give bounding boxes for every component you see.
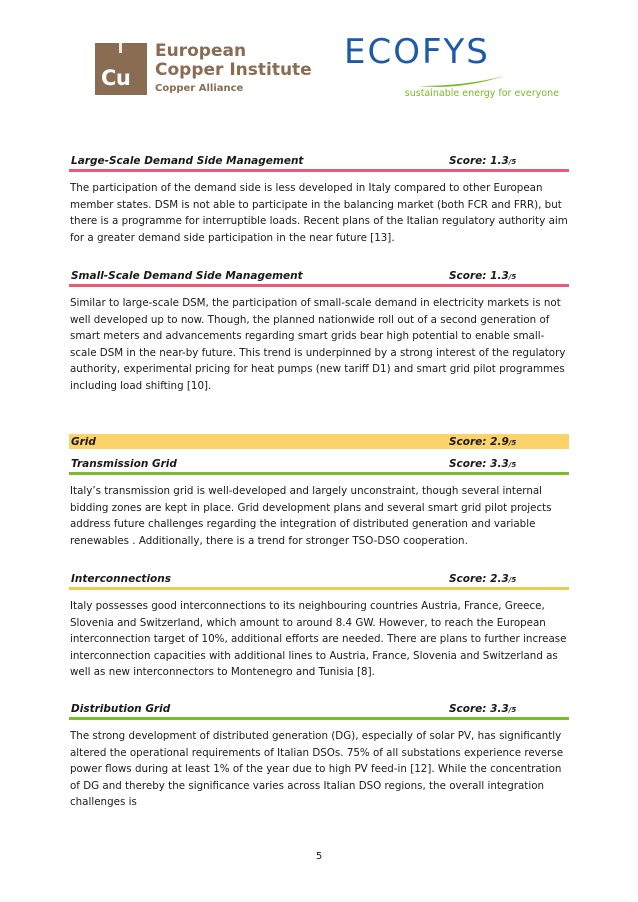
section-title: Distribution Grid: [71, 702, 171, 715]
section-header-grid: [69, 434, 569, 449]
section-paragraph: Similar to large-scale DSM, the participation of small-scale demand in electricity markets is not well developed up to now. Though, the planned nationwide roll out of a second generation of smart meters and advancements regarding smart grids bear high potential to enable small-scale DSM in the near-by future. This trend is underpinned by a strong interest of the regulatory authority, experimental pricing for heat pumps (new tariff D1) and smart grid pilot programmes including load shifting [10].: [70, 297, 566, 392]
section-title: Small-Scale Demand Side Management: [71, 269, 303, 282]
section-score: Score: 3.3/5: [449, 702, 517, 715]
section-interconnections: [69, 570, 569, 681]
section-paragraph: The strong development of distributed generation (DG), especially of solar PV, has significantly altered the operational requirements of Italian DSOs. 75% of all substations experience reverse power flows during at least 1% of the year due to high PV feed-in [12]. While the concentration of DG and thereby the significance varies across Italian DSO regions, the overall integration challenges is: [70, 730, 564, 809]
section-header: [69, 700, 569, 720]
section-header: [69, 152, 569, 172]
section-score: Score: 2.3/5: [449, 572, 517, 585]
section-transmission-grid: [69, 455, 569, 549]
section-title: Large-Scale Demand Side Management: [71, 154, 304, 167]
cu-logo-mark: Cu: [95, 43, 147, 95]
eci-line2: Copper Institute: [155, 60, 312, 80]
section-title: Grid: [71, 435, 96, 448]
ecofys-wordmark: ECOFYS: [344, 32, 490, 72]
section-grid: [69, 434, 569, 449]
section-paragraph: The participation of the demand side is less developed in Italy compared to other European member states. DSM is not able to participate in the balancing market (both FCR and FRR), but there is a programme for interruptible loads. Recent plans of the Italian regulatory authority aim for a greater demand side participation in the near future [13].: [70, 182, 568, 244]
eci-line3: Copper Alliance: [155, 83, 244, 94]
section-score: Score: 1.3/5: [449, 154, 517, 167]
section-paragraph: Italy’s transmission grid is well-developed and largely unconstraint, though several internal bidding zones are kept in place. Grid development plans and several smart grid pilot projects address future challenges regarding the integration of distributed generation and variable renewables . Additionally, there is a trend for stronger TSO-DSO cooperation.: [70, 485, 552, 547]
ecofys-tagline: sustainable energy for everyone: [404, 88, 559, 99]
section-header: [69, 455, 569, 475]
eci-line1: European: [155, 41, 247, 61]
section-header: [69, 570, 569, 590]
section-large-scale-dsm: [69, 152, 569, 246]
section-header: [69, 267, 569, 287]
section-score: Score: 1.3/5: [449, 269, 517, 282]
page-number: 5: [315, 851, 323, 862]
ecofys-logo: [344, 30, 559, 102]
eci-logo: [95, 42, 312, 96]
section-score: Score: 2.9/5: [449, 435, 517, 448]
section-paragraph: Italy possesses good interconnections to its neighbouring countries Austria, France, Greece, Slovenia and Switzerland, which amount to around 8.4 GW. However, to reach the European interconnection target of 10%, additional efforts are needed. There are plans to further increase interconnection capacities with additional lines to Austria, France, Slovenia and Switzerland as well as new interconnectors to Montenegro and Tunisia [8].: [70, 600, 567, 679]
eci-logo-text: [155, 42, 312, 96]
section-score: Score: 3.3/5: [449, 457, 517, 470]
section-distribution-grid: [69, 700, 569, 811]
section-title: Transmission Grid: [71, 457, 177, 470]
section-small-scale-dsm: [69, 267, 569, 395]
section-title: Interconnections: [71, 572, 171, 585]
